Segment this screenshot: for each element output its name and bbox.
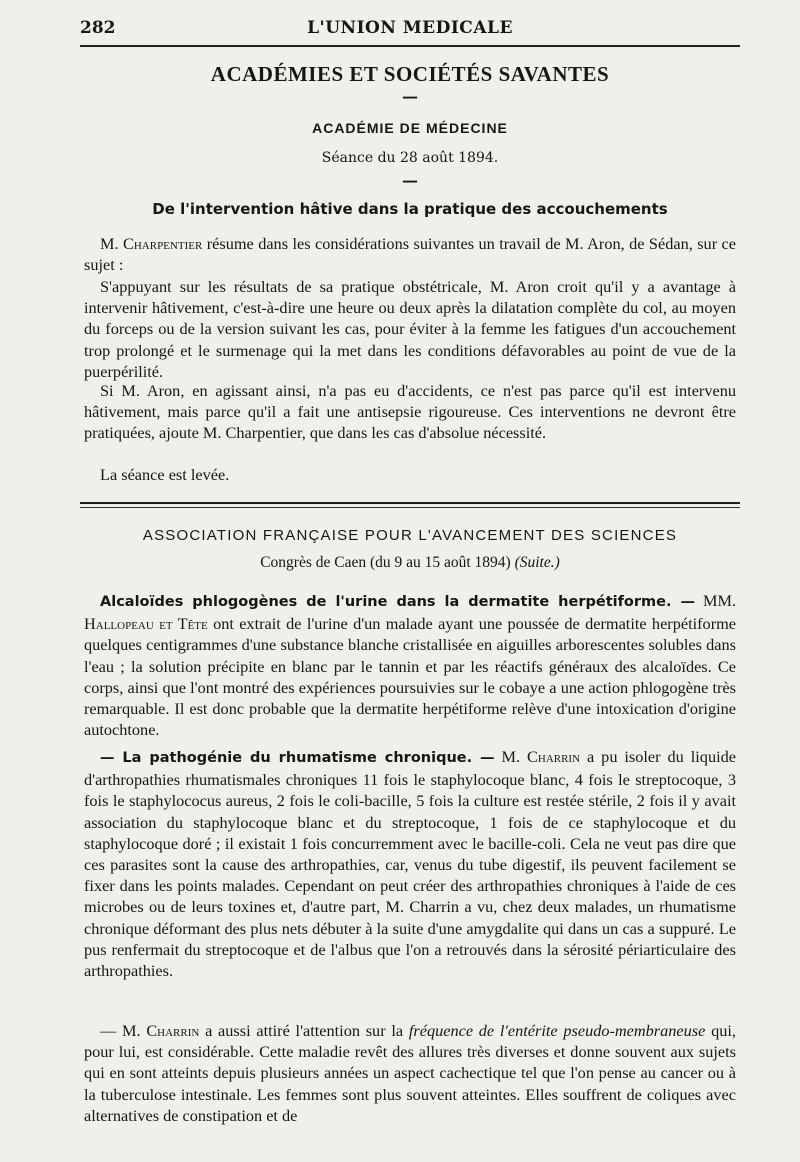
paragraph-text: a aussi attiré l'attention sur la [199,1021,409,1040]
author-name: — M. Charrin [100,1021,200,1040]
section-title: ACADÉMIES ET SOCIÉTÉS SAVANTES [210,62,610,86]
paragraph-alcaloides [84,590,736,740]
article-title-alcaloides: Alcaloïdes phlogogènes de l'urine dans la dermatite herpétiforme. — [100,594,695,610]
author-names: MM. Hallopeau et Tête [84,591,737,634]
seance-separator: — [402,171,418,190]
author-name: M. Charpentier [100,234,203,253]
section-divider-bottom [80,507,740,508]
article-title-rhumatisme: — La pathogénie du rhumatisme chronique. — [100,750,495,766]
running-header [80,14,740,44]
paragraph-seance-levee: La séance est levée. [100,465,230,484]
section-separator: — [402,87,418,106]
suite-marker: (Suite.) [514,554,560,571]
header-rule [80,45,740,47]
paragraph-text: ont extrait de l'urine d'un malade ayant une poussée de dermatite herpétiforme quelques centigrammes d'une substance blanche cristallisée en aiguilles arborescentes solubles dans l'eau ; la solution précipite en blanc par le tannin et par les réactifs généraux des alcaloïdes. Ce corps, ainsi que l'ont montré des expériences poursuivies sur le cobaye a une action phlogogène très remarquable. Il est donc probable que la dermatite herpétiforme relève d'une intoxication d'origine autochtone. [84,614,737,740]
academy-heading: ACADÉMIE DE MÉDECINE [312,120,508,136]
association-heading: ASSOCIATION FRANÇAISE POUR L'AVANCEMENT DES SCIENCES [142,527,678,544]
italic-phrase: fréquence de l'entérite pseudo-membraneuse [408,1021,706,1040]
paragraph-text-continued: qui, pour lui, est considérable. Cette maladie revêt des allures très diverses et donne souvent aux sujets qui en sont atteints depuis plusieurs années un aspect cachectique tel que l'on pense au cancer ou à la tuberculose intestinale. Les femmes sont plus souvent atteintes. Elles souffrent de coliques avec alternatives de constipation et de [84,1021,736,1125]
paragraph-rhumatisme [84,746,736,981]
congress-line [80,554,740,572]
paragraph-aron-method: S'appuyant sur les résultats de sa pratique obstétricale, M. Aron croit qu'il y a avantage à intervenir hâtivement, c'est-à-dire une heure ou deux après la dilatation complète du col, au moyen du forceps ou de la version suivant les cas, pour éviter à la femme les fatigues d'un accouchement trop prolongé et le surmenage qui la met dans les conditions défavorables au point de vue de la puerpérilité. [84,277,736,381]
congress-text: Congrès de Caen (du 9 au 15 août 1894) [260,554,511,571]
section-divider-top [80,502,740,504]
paragraph-aron-antisepsie: Si M. Aron, en agissant ainsi, n'a pas eu d'accidents, ce n'est pas parce qu'il est intervenu hâtivement, mais parce qu'il a fait une antisepsie rigoureuse. Ces interventions ne devront être pratiquées, ajoute M. Charpentier, que dans les cas d'absolue nécessité. [84,381,736,443]
page-number: 282 [80,18,116,38]
paragraph-charpentier [84,233,736,275]
paragraph-enterite [84,1020,736,1126]
paragraph-text: résume dans les considérations suivantes un travail de M. Aron, de Sédan, sur ce sujet : [84,234,737,275]
journal-title: L'UNION MEDICALE [307,18,513,38]
author-name: M. Charrin [501,747,581,766]
paragraph-text: a pu isoler du liquide d'arthropathies rhumatismales chroniques 11 fois le staphylocoque blanc, 4 fois le streptocoque, 3 fois le staphylococus aureus, 2 fois le coli-bacille, 5 fois la culture est restée stérile, 2 fois il y avait association du staphylocoque blanc et du streptocoque, 1 fois de ce staphylocoque et du staphylocoque doré ; il existait 1 fois concurremment avec le bacille-coli. Cela ne veut pas dire que ces parasites sont la cause des arthropathies, car, venus du tube digestif, ils peuvent facilement se fixer dans les points malades. Cependant on peut créer des arthropathies chroniques à l'aide de ces microbes ou de leurs toxines et, d'autre part, M. Charrin a vu, chez deux malades, un rhumatisme chronique déformant des plus nets débuter à la suite d'une amygdalite qui dans un cas a suppuré. Le pus renfermait du streptocoque et de l'albus que l'on a retrouvés dans la sérosité périarticulaire des arthropathies. [84,747,736,981]
seance-date: Séance du 28 août 1894. [321,150,499,166]
article-title-accouchements: De l'intervention hâtive dans la pratique des accouchements [152,200,668,218]
